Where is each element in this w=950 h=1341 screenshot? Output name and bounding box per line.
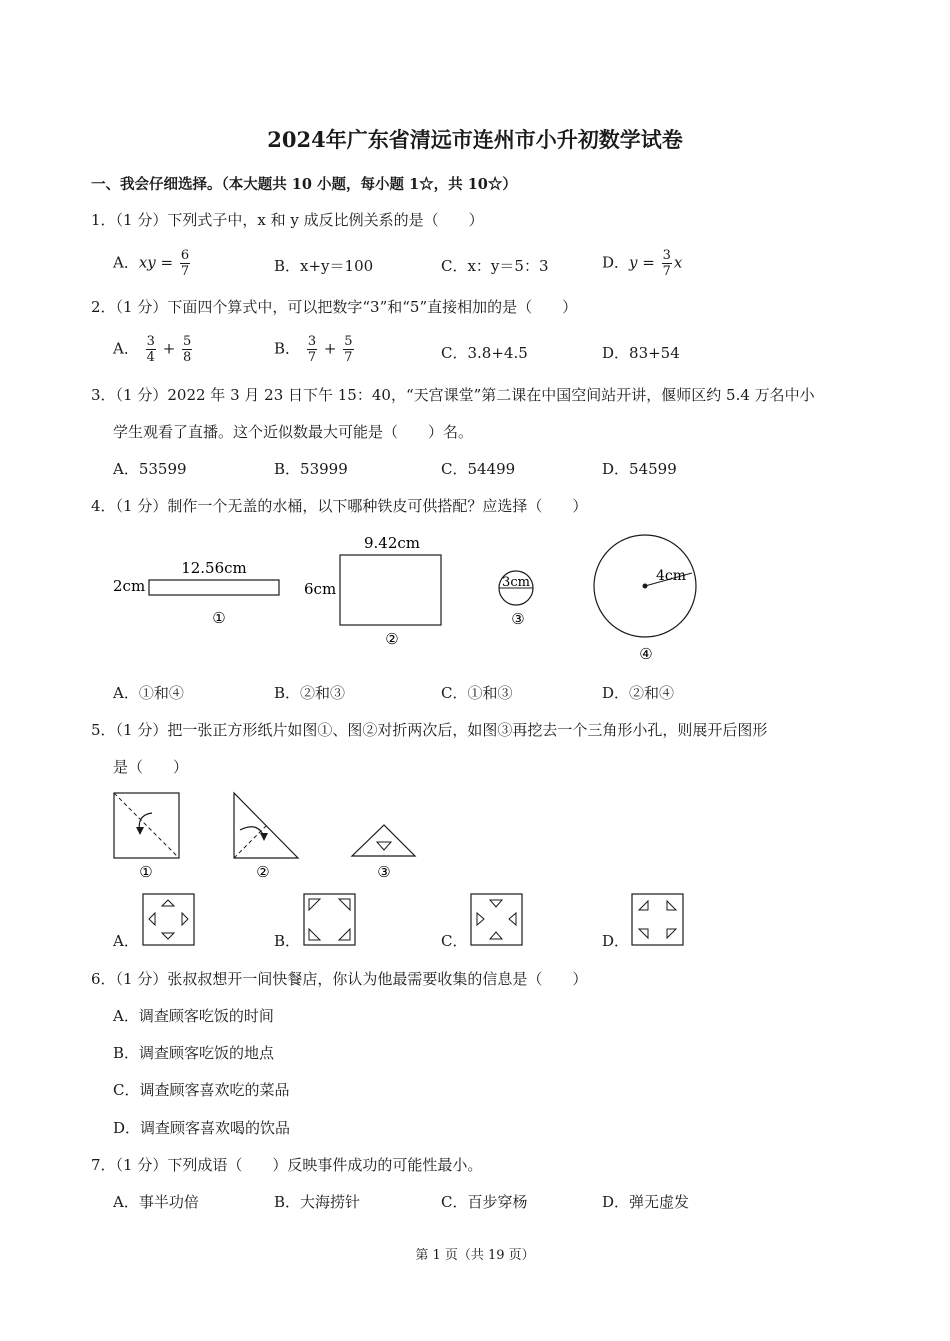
q1-option-b[interactable]: B．x+y＝100 (274, 257, 374, 275)
q6-option-c[interactable]: C．调查顾客喜欢吃的菜品 (113, 1081, 290, 1099)
fig1-width-label: 2cm (113, 577, 146, 595)
fig2-length-label: 9.42cm (363, 534, 421, 552)
q5-option-d-figure (631, 893, 685, 947)
q5-option-d[interactable]: D． (602, 932, 630, 950)
q2-option-a[interactable] (113, 334, 194, 365)
q7-option-c[interactable]: C．百步穿杨 (441, 1193, 528, 1211)
q1-option-d[interactable] (602, 248, 682, 279)
fraction: $\frac{3}{4}$ (146, 334, 155, 365)
fold-step-2 (234, 793, 298, 881)
q3-option-a[interactable]: A．53599 (113, 460, 187, 478)
q2-option-d[interactable]: D．83+54 (602, 344, 680, 362)
fig3-diameter-label: 3cm (502, 575, 530, 590)
q3-option-b[interactable]: B．53999 (274, 460, 348, 478)
q7-option-b[interactable]: B．大海捞针 (274, 1193, 361, 1211)
figure-3-circle (499, 571, 533, 628)
question-6-stem: 6．（1 分）张叔叔想开一间快餐店，你认为他最需要收集的信息是（ ） (91, 970, 588, 988)
page-title: 2024年广东省清远市连州市小升初数学试卷 (267, 127, 683, 152)
q3-option-d[interactable]: D．54599 (602, 460, 677, 478)
fraction: $\frac{3}{7}$ (307, 334, 317, 365)
math-var: x (673, 253, 683, 272)
question-4-stem: 4．（1 分）制作一个无盖的水桶，以下哪种铁皮可供搭配？应选择（ ） (91, 497, 588, 515)
question-1-stem: 1．（1 分）下列式子中，x 和 y 成反比例关系的是（ ） (91, 211, 484, 229)
q4-option-d[interactable]: D．②和④ (602, 684, 675, 702)
section-heading: 一、我会仔细选择。（本大题共 10 小题，每小题 1☆，共 10☆） (91, 176, 517, 193)
question-5-stem-line1: 5．（1 分）把一张正方形纸片如图①、图②对折两次后，如图③再挖去一个三角形小孔，则展开后图形 (91, 721, 768, 739)
q3-option-c[interactable]: C．54499 (441, 460, 516, 478)
plus-sign: + (323, 339, 337, 358)
q5-option-c-figure (470, 893, 524, 947)
q7-option-d[interactable]: D．弹无虚发 (602, 1193, 690, 1211)
q4-option-c[interactable]: C．①和③ (441, 684, 513, 702)
q5-option-c[interactable]: C． (441, 932, 468, 950)
math-expr: y = (629, 253, 655, 272)
q4-figures (100, 528, 740, 668)
fraction: $\frac{3}{7}$ (662, 248, 671, 279)
question-5-stem-line2: 是（ ） (113, 758, 189, 776)
option-label: B． (274, 339, 301, 358)
q5-folding-steps (100, 785, 440, 885)
q5-option-b[interactable]: B． (274, 932, 301, 950)
q6-option-b[interactable]: B．调查顾客吃饭的地点 (113, 1044, 275, 1062)
q5-option-a-figure (142, 893, 196, 947)
q7-option-a[interactable]: A．事半功倍 (113, 1193, 199, 1211)
q2-option-c[interactable]: C．3.8+4.5 (441, 344, 528, 362)
option-label: A． (113, 253, 139, 272)
fold-step-3 (352, 825, 415, 881)
figure-2-rectangle (304, 534, 441, 648)
q1-option-c[interactable]: C．x：y＝5：3 (441, 257, 549, 275)
fold-tag-2: ② (256, 863, 270, 881)
question-3-stem-line2: 学生观看了直播。这个近似数最大可能是（ ）名。 (113, 423, 474, 441)
question-7-stem: 7．（1 分）下列成语（ ）反映事件成功的可能性最小。 (91, 1156, 483, 1174)
fig4-tag: ④ (639, 645, 653, 663)
math-expr: xy = (138, 253, 174, 272)
figure-1-rectangle (113, 559, 279, 627)
question-3-stem-line1: 3．（1 分）2022 年 3 月 23 日下午 15：40，“天宫课堂”第二课在中国空间站开讲，偃师区约 5.4 万名中小 (91, 386, 815, 404)
fig1-tag: ① (212, 609, 226, 627)
q6-option-a[interactable]: A．调查顾客吃饭的时间 (113, 1007, 274, 1025)
fig2-width-label: 6cm (304, 580, 337, 598)
figure-4-circle (594, 535, 696, 663)
fig1-length-label: 12.56cm (181, 559, 247, 577)
q5-option-b-figure (303, 893, 357, 947)
fraction: $\frac{5}{8}$ (183, 334, 192, 365)
fig2-tag: ② (385, 630, 399, 648)
fraction: $\frac{6}{7}$ (180, 248, 190, 279)
fraction: $\frac{5}{7}$ (344, 334, 353, 365)
fold-tag-3: ③ (377, 863, 391, 881)
fig3-tag: ③ (511, 610, 525, 628)
q6-option-d[interactable]: D．调查顾客喜欢喝的饮品 (113, 1119, 291, 1137)
page-footer: 第 1 页（共 19 页） (415, 1248, 535, 1263)
fold-step-1 (114, 793, 179, 881)
option-label: A． (113, 339, 139, 358)
option-label: D． (602, 253, 630, 272)
fig4-radius-label: 4cm (656, 568, 687, 584)
q4-option-a[interactable]: A．①和④ (113, 684, 184, 702)
question-2-stem: 2．（1 分）下面四个算式中，可以把数字“3”和“5”直接相加的是（ ） (91, 298, 578, 316)
plus-sign: + (162, 339, 176, 358)
q1-option-a[interactable] (113, 248, 192, 279)
q2-option-b[interactable] (274, 334, 356, 365)
q5-option-a[interactable]: A． (113, 932, 139, 950)
fold-tag-1: ① (139, 863, 153, 881)
q4-option-b[interactable]: B．②和③ (274, 684, 346, 702)
